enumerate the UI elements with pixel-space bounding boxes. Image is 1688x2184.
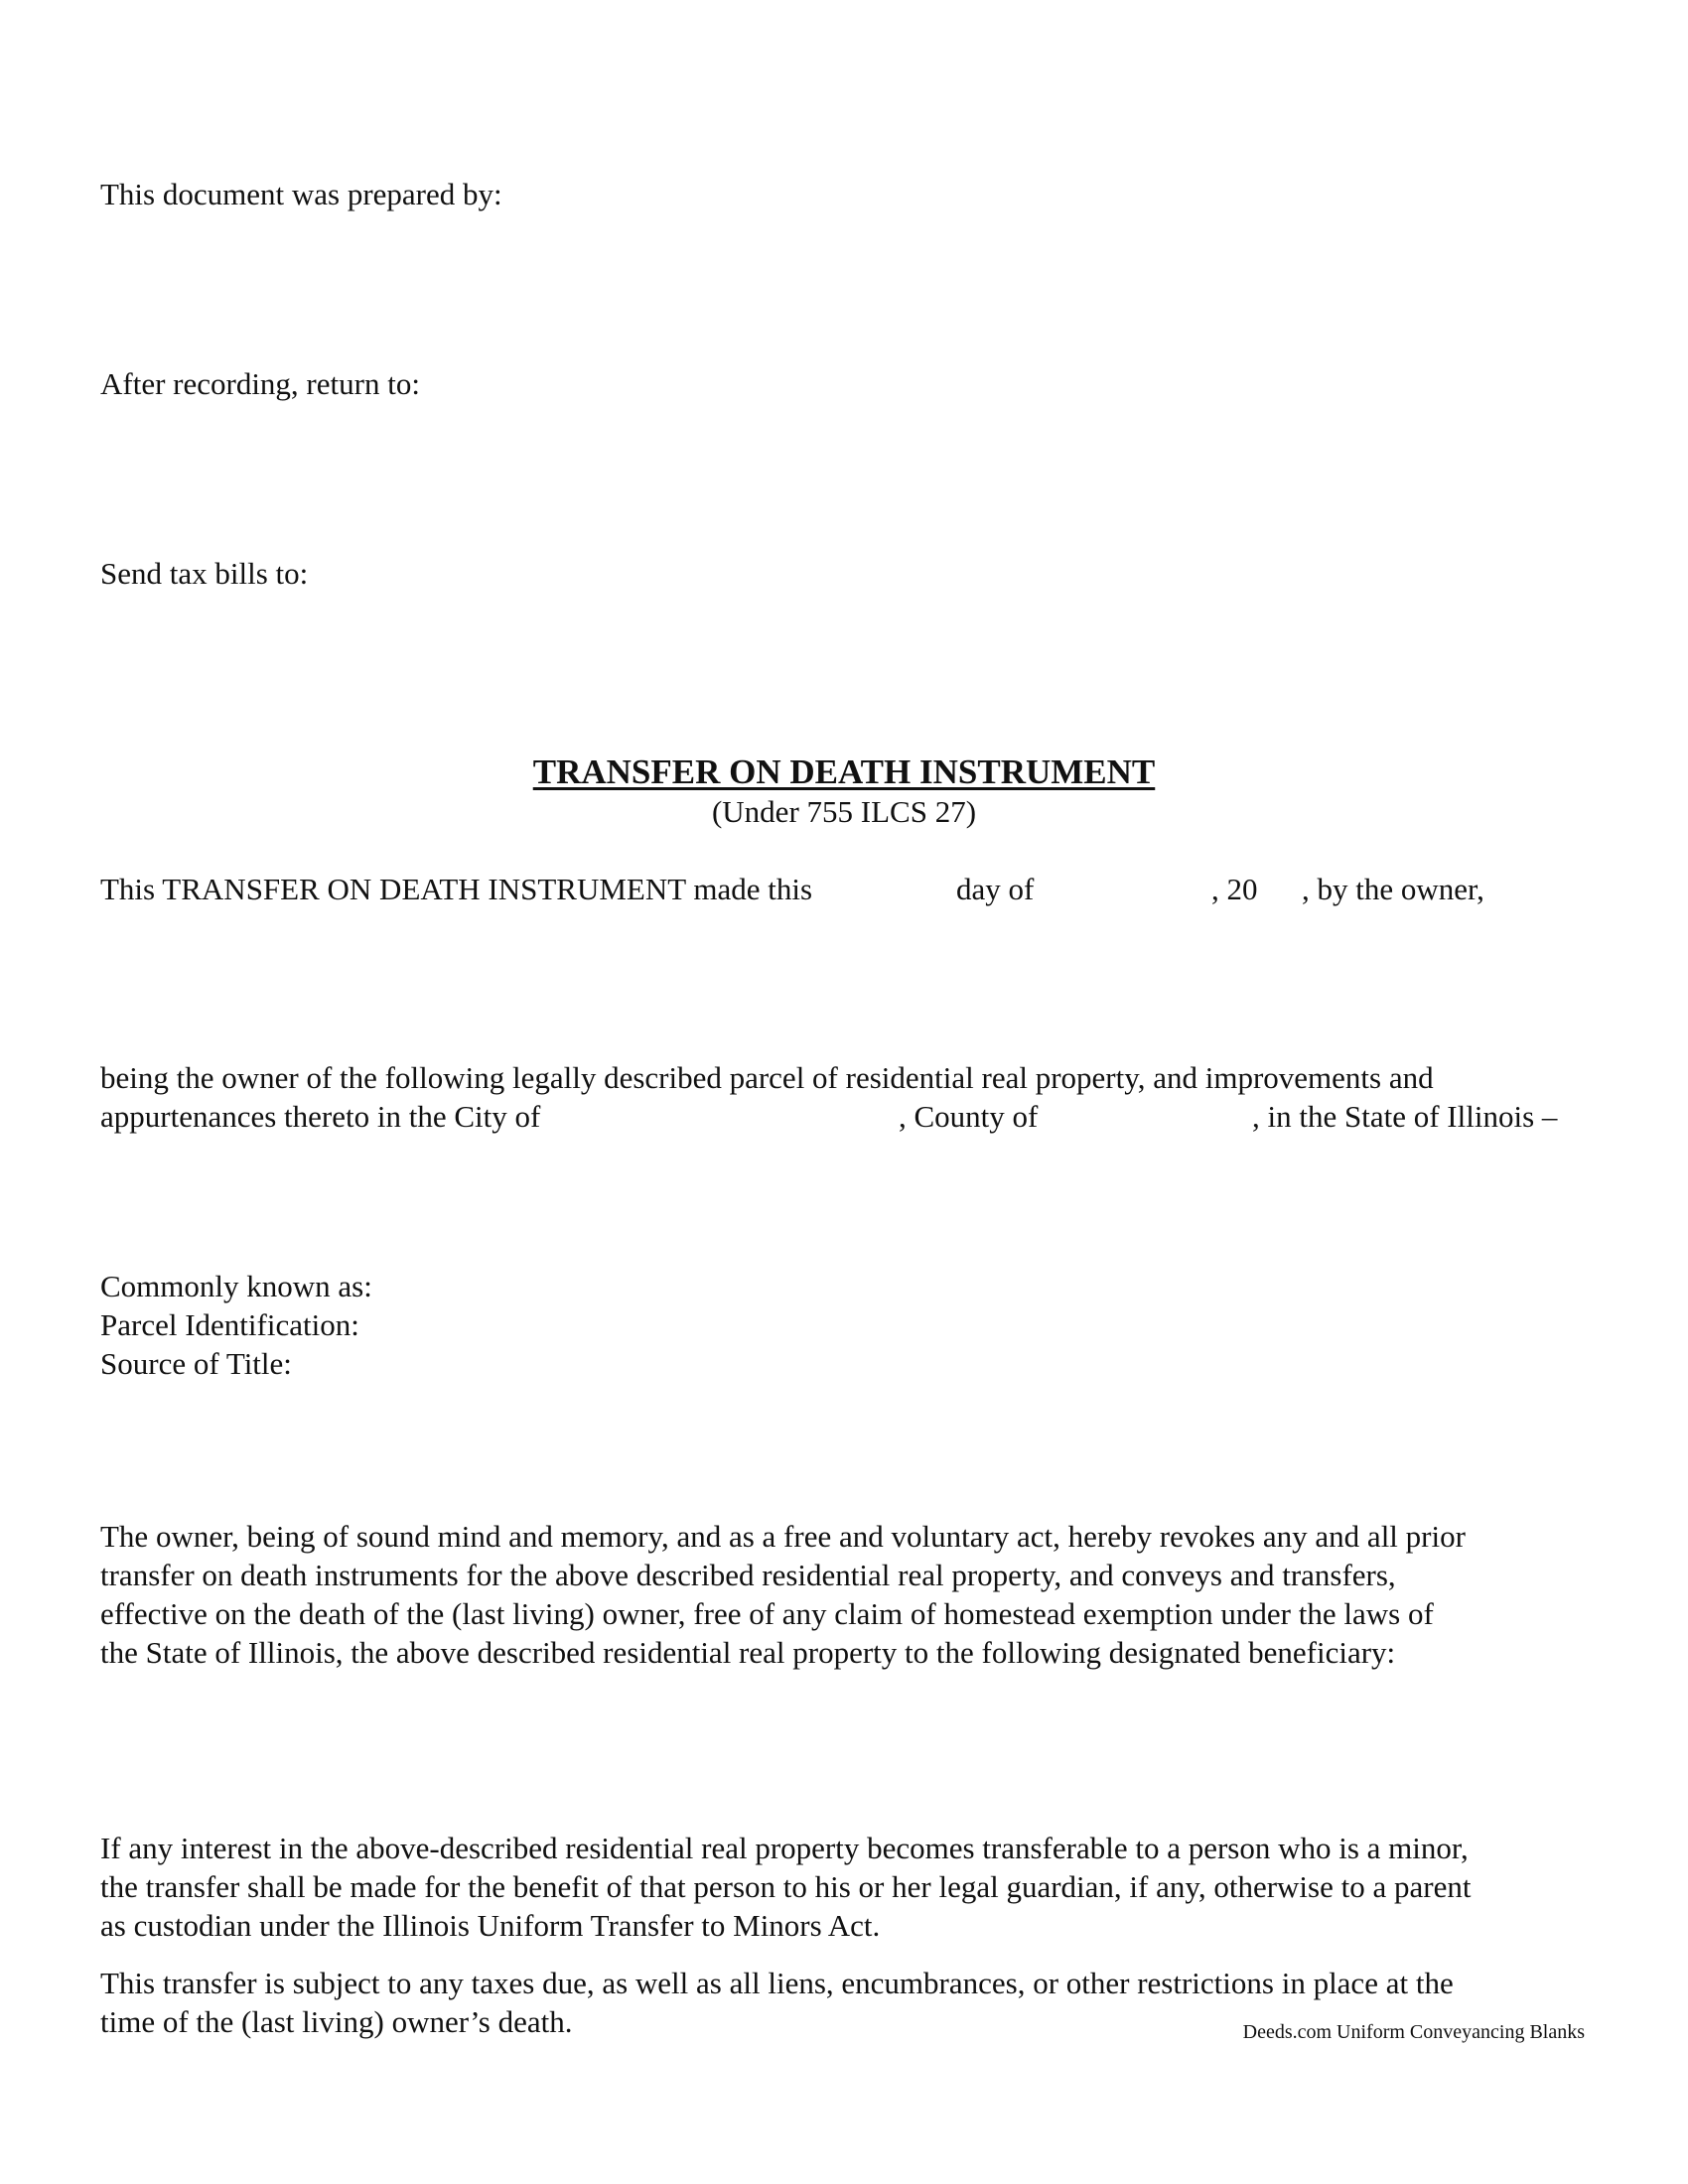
intro-made-this: This TRANSFER ON DEATH INSTRUMENT made this [100, 872, 813, 906]
minor-paragraph: If any interest in the above-described residential real property becomes transferable to a person who is a minor, the transfer shall be made for the benefit of that person to his or her legal guardian, if any, otherwise to a parent as custodian under the Illinois Uniform Transfer to Minors Act. [100, 1831, 1472, 1943]
parcel-id-label: Parcel Identification: [100, 1307, 359, 1342]
return-to-label: After recording, return to: [100, 366, 420, 401]
taxes-paragraph: This transfer is subject to any taxes due, as well as all liens, encumbrances, or other restrictions in place at the time of the (last living) owner’s death. [100, 1966, 1454, 2039]
property-city-label: appurtenances thereto in the City of [100, 1099, 541, 1134]
footer-text: Deeds.com Uniform Conveyancing Blanks [1242, 2021, 1585, 2043]
prepared-by-label: This document was prepared by: [100, 177, 502, 211]
source-title-label: Source of Title: [100, 1346, 292, 1381]
revocation-paragraph: The owner, being of sound mind and memory, and as a free and voluntary act, hereby revokes any and all prior transfer on death instruments for the above described residential real property, and conveys and transfers, effective on the death of the (last living) owner, free of any claim of homestead exemption under the laws of the State of Illinois, the above described residential real property to the following designated beneficiary: [100, 1519, 1466, 1670]
property-line-1: being the owner of the following legally described parcel of residential real property, and improvements and [100, 1060, 1434, 1095]
intro-by-owner: , by the owner, [1302, 872, 1484, 906]
intro-day-of: day of [956, 872, 1035, 906]
document-title: TRANSFER ON DEATH INSTRUMENT [532, 752, 1156, 791]
property-county-label: , County of [899, 1099, 1039, 1134]
property-state-label: , in the State of Illinois – [1252, 1099, 1558, 1134]
document-subtitle: (Under 755 ILCS 27) [711, 794, 977, 829]
intro-year: , 20 [1211, 872, 1258, 906]
commonly-known-label: Commonly known as: [100, 1269, 372, 1303]
tax-bills-label: Send tax bills to: [100, 556, 309, 591]
